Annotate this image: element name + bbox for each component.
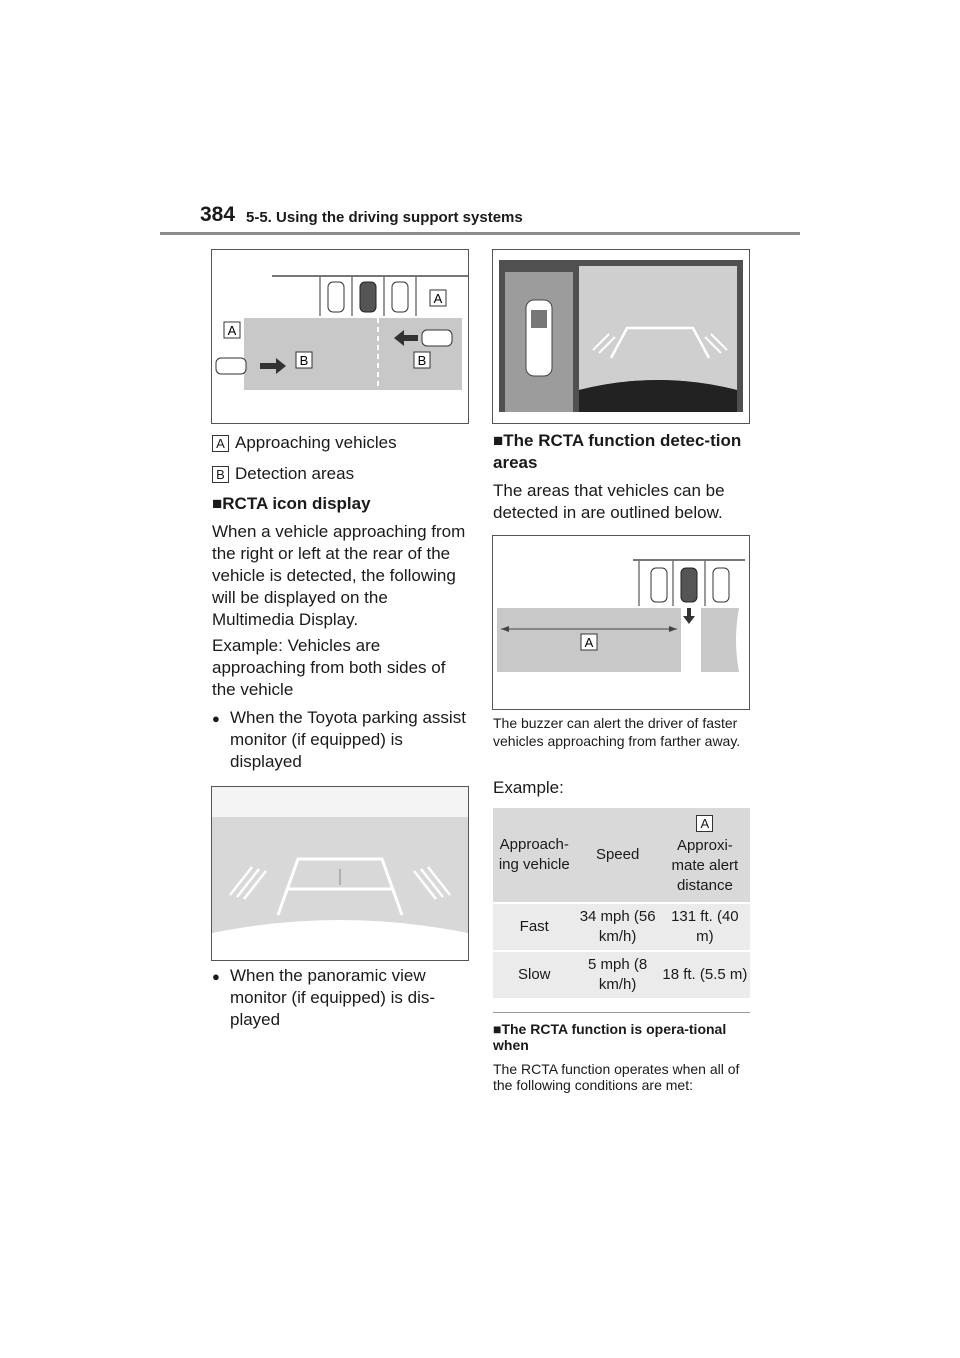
table-row [493, 903, 750, 951]
bullet-dot: ● [212, 711, 220, 726]
bullet-parking-assist [212, 707, 474, 773]
buzzer-note: The buzzer can alert the driver of faster vehicles approaching from farther away. [493, 715, 741, 749]
table-cell-fast-distance: 131 ft. (40 m) [660, 903, 750, 951]
table-cell-fast: Fast [493, 903, 576, 951]
section-title: 5-5. Using the driving support systems [246, 209, 523, 226]
table-header-distance [660, 808, 750, 903]
section-rule [493, 1012, 750, 1013]
bullet-dot: ● [212, 969, 220, 984]
legend-badge-a: A [212, 435, 229, 452]
figure-parking-assist-monitor [211, 786, 469, 961]
page-number: 384 [200, 203, 236, 226]
bullet-panoramic-view [212, 965, 474, 1031]
figure-approaching-vehicles [211, 249, 469, 424]
detection-areas-heading: ■The RCTA function detec-tion areas [493, 431, 742, 472]
rcta-icon-heading: ■RCTA icon display [212, 494, 371, 513]
figure1-label-b-right: B [417, 353, 427, 368]
table-cell-slow: Slow [493, 951, 576, 998]
operational-heading: ■The RCTA function is opera-tional when [493, 1021, 727, 1053]
legend-text-b: Detection areas [235, 464, 355, 483]
figure-detection-area [492, 535, 750, 710]
table-header-vehicle: Approach-ing vehicle [493, 808, 576, 903]
panoramic-screen-diagram [493, 250, 749, 423]
table-header-row [493, 808, 750, 903]
bullet-panoramic-view-text: When the panoramic view monitor (if equipped) is dis-played [230, 966, 436, 1029]
rcta-icon-example: Example: Vehicles are approaching from both sides of the vehicle [212, 636, 446, 699]
figure-panoramic-view-monitor [492, 249, 750, 424]
bullet-parking-assist-text: When the Toyota parking assist monitor (if equipped) is displayed [230, 708, 466, 771]
legend-text-a: Approaching vehicles [235, 433, 397, 452]
table-cell-slow-speed: 5 mph (8 km/h) [576, 951, 660, 998]
monitor-screen-diagram [212, 787, 468, 960]
table-header-speed: Speed [576, 808, 660, 903]
figure1-label-b-left: B [299, 353, 309, 368]
detection-area-diagram [493, 536, 749, 709]
header-rule [160, 232, 800, 235]
legend-badge-b: B [212, 466, 229, 483]
table-cell-slow-distance: 18 ft. (5.5 m) [660, 951, 750, 998]
figure1-label-a-left: A [227, 323, 237, 338]
table-header-badge-a: A [696, 815, 713, 832]
legend-detection-areas [212, 463, 354, 485]
parking-diagram [212, 250, 468, 423]
figure1-label-a-right: A [433, 291, 443, 306]
alert-distance-table [493, 808, 750, 998]
detection-areas-paragraph: The areas that vehicles can be detected in are outlined below. [493, 481, 725, 522]
rcta-icon-paragraph: When a vehicle approaching from the right or left at the rear of the vehicle is detected, the following will be displayed on the Multimedia Display. [212, 522, 466, 629]
table-cell-fast-speed: 34 mph (56 km/h) [576, 903, 660, 951]
legend-approaching-vehicles [212, 432, 397, 454]
table-header-distance-text: Approxi-mate alert distance [671, 836, 739, 894]
detection-figure-label-a: A [584, 635, 594, 650]
example-label: Example: [493, 778, 564, 797]
operational-text: The RCTA function operates when all of the following conditions are met: [493, 1061, 740, 1093]
table-row [493, 951, 750, 998]
